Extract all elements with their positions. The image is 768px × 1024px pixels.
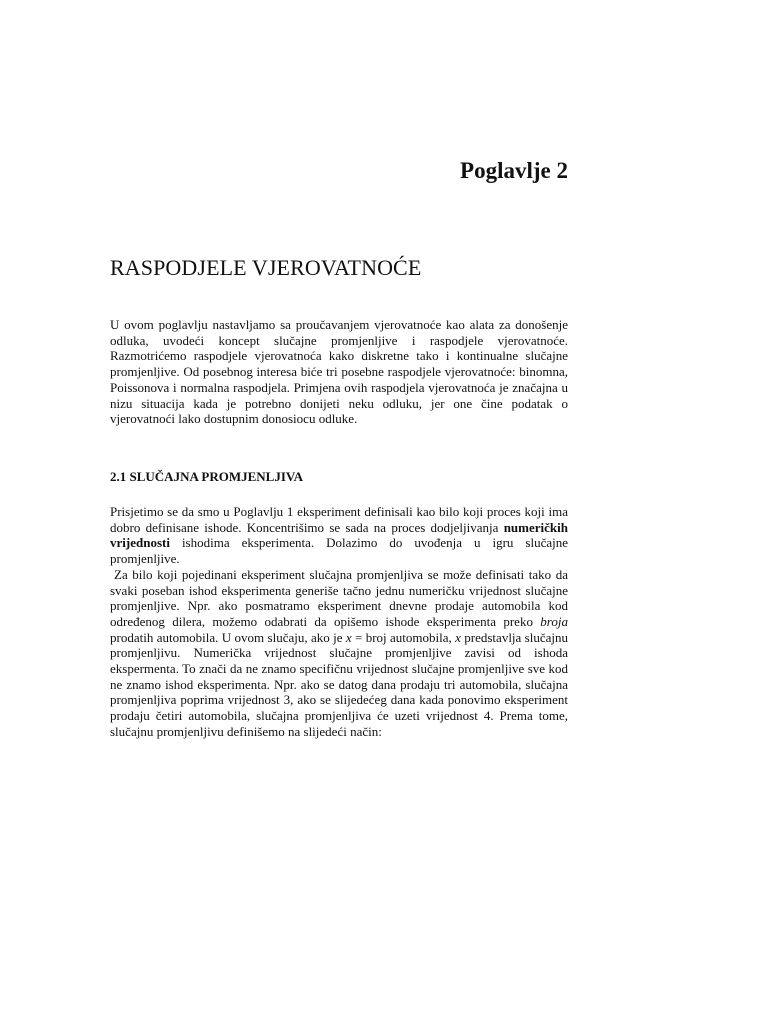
chapter-label: Poglavlje 2 <box>460 158 568 183</box>
text-run: = broj automobila, <box>351 629 456 645</box>
chapter-title: RASPODJELE VJEROVATNOĆE <box>110 255 422 280</box>
text-run: prodatih automobila. U ovom slučaju, ako je <box>110 629 346 645</box>
text-run: predstavlja slučajnu promjenljivu. Numerička vrijednost slučajne promjenljive zavisi od ishoda ekspermenta. To znači da ne znamo specifičnu vrijednost slučajne promjenljive sve kod ne znamo ishod eksperimenta. Npr. ako se datog dana prodaju tri automobila, slučajna promjenljiva poprima vrijednost 3, ako se slijedećeg dana kada ponovimo eksperiment prodaju četiri automobila, slučajna promjenljiva će uzeti vrijednost 4. Prema tome, slučajnu promjenljivu definišemo na slijedeći način: <box>110 629 568 739</box>
section-paragraph-2 <box>110 567 568 740</box>
section-heading: 2.1 SLUČAJNA PROMJENLJIVA <box>110 469 303 484</box>
italic-variable: x <box>345 629 352 645</box>
text-run: Prisjetimo se da smo u Poglavlju 1 eksperiment definisali kao bilo koji proces koji ima dobro definisane ishode. Koncentrišimo se sada na proces dodjeljivanja <box>110 504 568 535</box>
text-run: ishodima eksperimenta. Dolazimo do uvođenja u igru slučajne promjenljive. <box>110 535 568 567</box>
intro-paragraph: U ovom poglavlju nastavljamo sa proučavanjem vjerovatnoće kao alata za donošenje odluka, uvodeći koncept slučajne promjenljive i raspodjele vjerovatnoće. Razmotrićemo raspodjele vjerovatnoća kako diskretne tako i kontinualne slučajne promjenljive. Od posebnog interesa biće tri posebne raspodjele vjerovatnoće: binomna, Poissonova i normalna raspodjela. Primjena ovih raspodjela vjerovatnoća je značajna u nizu situacija kada je potrebno donijeti neku odluku, jer one čine podatak o vjerovatnoći lako dostupnim donosiocu odluke. <box>110 317 568 427</box>
section-body <box>110 504 568 740</box>
text-run: Za bilo koji pojedinani eksperiment slučajna promjenljiva se može definisati tako da svaki poseban ishod eksperimenta generiše tačno jednu numeričku vrijednost slučajne promjenljive. Npr. ako posmatramo eksperiment dnevne prodaje automobila kod određenog dilera, možemo odabrati da opišemo ishode eksperimenta preko <box>110 566 568 629</box>
bold-term: numeričkih vrijednosti <box>110 519 568 551</box>
section-paragraph-1 <box>110 504 568 567</box>
italic-term: broja <box>540 613 568 629</box>
italic-variable: x <box>455 629 461 645</box>
